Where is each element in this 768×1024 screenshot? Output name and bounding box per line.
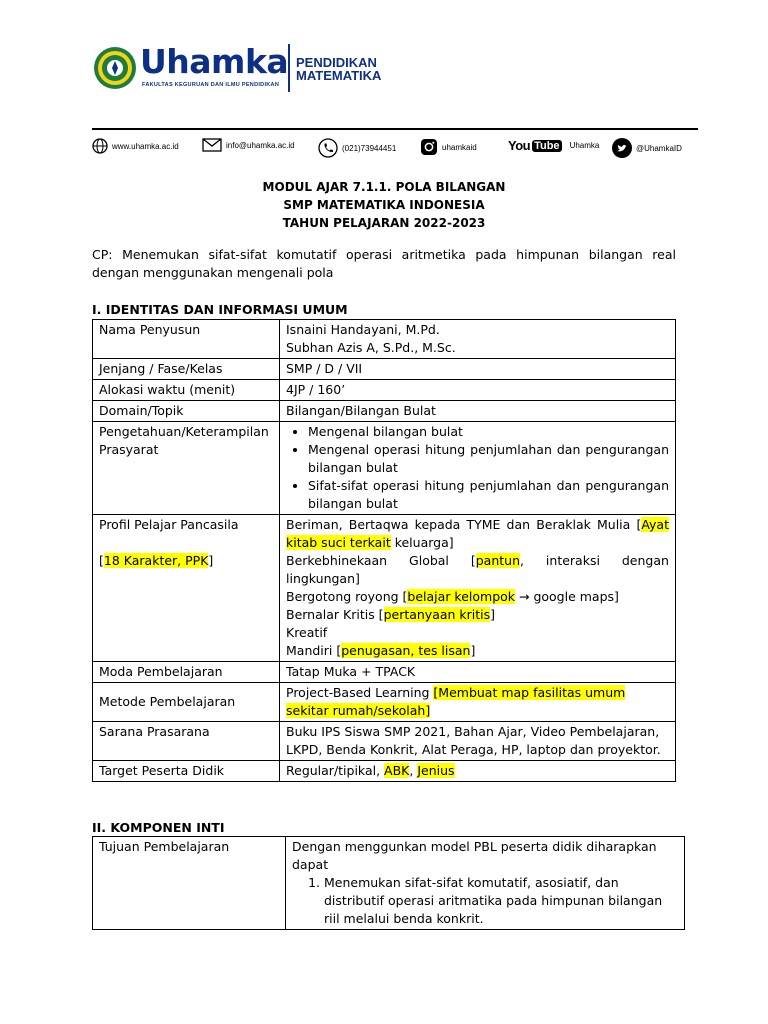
profil-bernalar-kritis <box>286 606 669 624</box>
university-emblem-icon <box>93 46 137 90</box>
row-label-metode: Metode Pembelajaran <box>93 683 280 722</box>
table-row <box>93 401 676 422</box>
row-value-profil <box>280 515 676 662</box>
penyusun-1: Isnaini Handayani, M.Pd. <box>286 322 440 337</box>
logo-divider <box>288 44 290 92</box>
bernalar-highlight: pertanyaan kritis <box>383 607 491 622</box>
identitas-table <box>92 319 676 782</box>
profil-kebhinekaan <box>286 552 669 570</box>
row-label-jenjang: Jenjang / Fase/Kelas <box>93 359 280 380</box>
department-line-1: PENDIDIKAN <box>296 55 377 70</box>
department-line-2: MATEMATIKA <box>296 68 382 83</box>
list-item: 1. Menemukan sifat-sifat komutatif, asosiatif, dan distributif operasi aritmatika pada himpunan bilangan riil melalui benda konkrit. <box>324 874 678 928</box>
row-label-moda: Moda Pembelajaran <box>93 662 280 683</box>
row-value-domain: Bilangan/Bilangan Bulat <box>280 401 676 422</box>
target-sep: , <box>409 763 418 778</box>
tujuan-list <box>292 874 678 928</box>
metode-highlight: [Membuat map fasilitas umum sekitar rumah/sekolah] <box>286 685 626 718</box>
contact-email-text: info@uhamka.ac.id <box>226 140 295 150</box>
phone-icon <box>318 138 338 158</box>
tujuan-intro: Dengan menggunkan model PBL peserta didik diharapkan dapat <box>292 839 657 872</box>
row-value-penyusun <box>280 320 676 359</box>
target-highlight-jenius: Jenius <box>417 763 455 778</box>
bernalar-text: Bernalar Kritis [ <box>286 607 384 622</box>
profil-beriman <box>286 516 669 552</box>
contact-phone-text: (021)73944451 <box>342 143 397 153</box>
table-row <box>93 722 676 761</box>
profil-beriman-after: keluarga] <box>390 535 454 550</box>
kebhinekaan-word-3 <box>471 552 524 570</box>
contact-instagram-text: uhamkaid <box>442 142 477 152</box>
twitter-icon <box>612 138 632 158</box>
kebhinekaan-highlight: pantun <box>475 553 520 568</box>
instagram-icon <box>420 138 438 156</box>
profil-gotong-royong <box>286 588 669 606</box>
metode-text: Project-Based Learning <box>286 685 434 700</box>
header-rule <box>92 128 698 130</box>
kebhinekaan-word-2: Global <box>409 553 449 568</box>
mandiri-highlight: penugasan, tes lisan <box>341 643 471 658</box>
gotong-royong-highlight: belajar kelompok <box>407 589 516 604</box>
globe-icon <box>92 138 108 154</box>
row-label-prasyarat: Pengetahuan/Keterampilan Prasyarat <box>93 422 280 515</box>
contact-youtube <box>508 138 599 153</box>
capaian-pembelajaran: CP: Menemukan sifat-sifat komutatif operasi aritmetika pada himpunan bilangan real dengan menggunakan mengenali pola <box>92 247 676 280</box>
row-label-penyusun: Nama Penyusun <box>93 320 280 359</box>
mandiri-text: Mandiri [ <box>286 643 342 658</box>
kebhinekaan-comma: , <box>520 553 524 568</box>
youtube-logo-icon: You <box>508 138 531 153</box>
row-value-jenjang: SMP / D / VII <box>280 359 676 380</box>
prasyarat-list <box>286 423 669 513</box>
profil-label: Profil Pelajar Pancasila <box>99 517 239 532</box>
bernalar-after: ] <box>490 607 496 622</box>
gotong-royong-text: Bergotong royong [ <box>286 589 408 604</box>
row-label-profil <box>93 515 280 662</box>
arrow-right-icon: → <box>515 589 534 604</box>
contact-web <box>92 138 179 154</box>
row-value-prasyarat <box>280 422 676 515</box>
target-highlight-abk: ABK <box>384 763 410 778</box>
penyusun-2: Subhan Azis A, S.Pd., M.Sc. <box>286 340 456 355</box>
profil-mandiri <box>286 642 669 660</box>
table-row <box>93 761 676 782</box>
section-1-heading: I. IDENTITAS DAN INFORMASI UMUM <box>92 302 348 317</box>
mandiri-after: ] <box>470 643 476 658</box>
table-row <box>93 380 676 401</box>
list-item: • Sifat-sifat operasi hitung penjumlahan dan pengurangan bilangan bulat <box>308 477 669 513</box>
title-line-1: MODUL AJAR 7.1.1. POLA BILANGAN <box>262 180 506 194</box>
kebhinekaan-word-4: interaksi <box>545 553 600 568</box>
profil-note-close: ] <box>208 553 214 568</box>
contact-twitter-text: @UhamkaID <box>636 143 682 153</box>
contact-instagram <box>420 138 477 156</box>
profil-beriman-highlight: Ayat kitab suci terkait <box>286 517 669 550</box>
mail-icon <box>202 138 222 152</box>
contact-web-text: www.uhamka.ac.id <box>112 141 179 151</box>
brand-logo-text: Uhamka <box>140 42 289 81</box>
row-value-moda: Tatap Muka + TPACK <box>280 662 676 683</box>
row-value-metode <box>280 683 676 722</box>
title-line-3: TAHUN PELAJARAN 2022-2023 <box>282 216 486 230</box>
profil-note-open: [ <box>99 553 104 568</box>
gotong-royong-after: google maps] <box>533 589 619 604</box>
document-title <box>92 178 676 232</box>
department-name <box>296 56 381 82</box>
profil-beriman-text: Beriman, Bertaqwa kepada TYME dan Beraklak Mulia [ <box>286 517 642 532</box>
contact-phone <box>318 138 396 158</box>
profil-note <box>99 552 273 570</box>
kebhinekaan-bracket: [ <box>470 553 476 568</box>
row-label-sarana: Sarana Prasarana <box>93 722 280 761</box>
kebhinekaan-word-1: Berkebhinekaan <box>286 553 388 568</box>
table-row <box>93 320 676 359</box>
list-item: • Mengenal bilangan bulat <box>308 423 669 441</box>
title-line-2: SMP MATEMATIKA INDONESIA <box>283 198 485 212</box>
contact-twitter <box>612 138 682 158</box>
row-label-target: Target Peserta Didik <box>93 761 280 782</box>
komponen-inti-table <box>92 836 685 930</box>
row-value-sarana: Buku IPS Siswa SMP 2021, Bahan Ajar, Video Pembelajaran, LKPD, Benda Konkrit, Alat Peraga, HP, laptop dan proyektor. <box>280 722 676 761</box>
table-row <box>93 515 676 662</box>
row-label-alokasi: Alokasi waktu (menit) <box>93 380 280 401</box>
row-label-domain: Domain/Topik <box>93 401 280 422</box>
faculty-name: FAKULTAS KEGURUAN DAN ILMU PENDIDIKAN <box>142 82 280 88</box>
target-text: Regular/tipikal, <box>286 763 385 778</box>
table-row <box>93 422 676 515</box>
row-value-tujuan <box>286 837 685 930</box>
table-row <box>93 837 685 930</box>
contact-email <box>202 138 295 152</box>
row-value-target <box>280 761 676 782</box>
kebhinekaan-word-5: dengan <box>621 553 669 568</box>
table-row <box>93 662 676 683</box>
row-label-tujuan: Tujuan Pembelajaran <box>93 837 286 930</box>
row-value-alokasi: 4JP / 160’ <box>280 380 676 401</box>
section-2-heading: II. KOMPONEN INTI <box>92 820 225 835</box>
contact-youtube-text: Uhamka <box>569 141 600 150</box>
profil-note-highlight: 18 Karakter, PPK <box>103 553 209 568</box>
list-item: • Mengenal operasi hitung penjumlahan dan pengurangan bilangan bulat <box>308 441 669 477</box>
table-row <box>93 359 676 380</box>
profil-kreatif: Kreatif <box>286 625 328 640</box>
youtube-logo-box: Tube <box>534 139 560 152</box>
table-row <box>93 683 676 722</box>
kebhinekaan-word-6: lingkungan] <box>286 571 360 586</box>
